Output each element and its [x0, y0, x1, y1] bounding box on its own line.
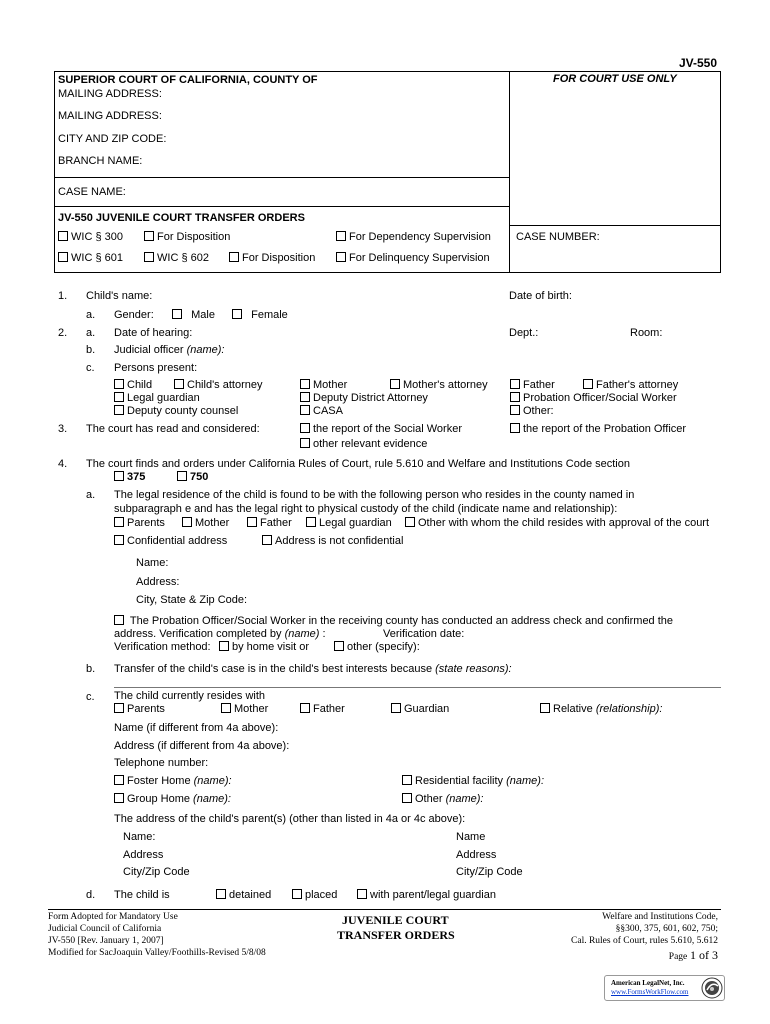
other-method-text: other (specify):	[347, 641, 420, 653]
best-interests-label	[114, 663, 512, 676]
item-4d-letter: d.	[86, 889, 96, 901]
residence-legal-guardian-checkbox[interactable]	[306, 517, 316, 527]
other-placement-name-hint: (name):	[445, 793, 484, 805]
header-left-border	[54, 71, 55, 273]
legalnet-badge[interactable]	[604, 975, 725, 1001]
present-casa-checkbox[interactable]	[300, 405, 310, 415]
present-child-checkbox[interactable]	[114, 379, 124, 389]
report-social-worker-checkbox[interactable]	[300, 423, 310, 433]
other-evidence-checkbox[interactable]	[300, 438, 310, 448]
group-home-option[interactable]	[114, 793, 231, 806]
address-if-different-label: Address (if different from 4a above):	[114, 740, 290, 752]
placed-option[interactable]	[292, 889, 337, 902]
residence-parents-text: Parents	[127, 517, 165, 529]
residential-facility-name-hint: (name):	[506, 775, 545, 787]
header-line-case-number	[509, 225, 721, 226]
home-visit-option[interactable]	[219, 641, 309, 654]
item-4-number: 4.	[58, 458, 68, 470]
residence-parents-option[interactable]	[114, 517, 165, 530]
section-375-checkbox[interactable]	[114, 471, 124, 481]
resides-father-option[interactable]	[300, 703, 345, 716]
item-2-number: 2.	[58, 327, 68, 339]
not-confidential-text: Address is not confidential	[275, 535, 404, 547]
present-deputy-county-counsel-text: Deputy county counsel	[127, 405, 239, 417]
confidential-address-option[interactable]	[114, 535, 227, 548]
judicial-officer-label	[114, 344, 224, 357]
for-disposition-checkbox[interactable]	[144, 231, 154, 241]
case-name-label: CASE NAME:	[58, 186, 126, 198]
wic300-checkbox[interactable]	[58, 231, 68, 241]
other-placement-checkbox[interactable]	[402, 793, 412, 803]
header-line-title	[54, 206, 509, 207]
date-of-hearing-label: Date of hearing:	[114, 327, 193, 339]
for-delinquency-checkbox[interactable]	[336, 252, 346, 262]
judicial-officer-name-hint: (name):	[186, 344, 225, 356]
male-text: Male	[191, 309, 215, 321]
residence-city-label: City, State & Zip Code:	[136, 594, 248, 606]
present-mother-option[interactable]	[300, 379, 347, 392]
parent2-cityzip-label: City/Zip Code	[456, 866, 523, 878]
female-checkbox[interactable]	[232, 309, 242, 319]
present-casa-option[interactable]	[300, 405, 343, 418]
header-right-border	[720, 71, 721, 273]
address-check-option[interactable]	[114, 615, 673, 628]
resides-mother-checkbox[interactable]	[221, 703, 231, 713]
footer-center-2: TRANSFER ORDERS	[337, 928, 455, 942]
footer-left-4: Modified for SacJoaquin Valley/Foothills-Revised 5/8/08	[48, 948, 266, 958]
group-home-checkbox[interactable]	[114, 793, 124, 803]
resides-parents-checkbox[interactable]	[114, 703, 124, 713]
page-of: 1 of 3	[690, 948, 718, 962]
resides-parents-text: Parents	[127, 703, 165, 715]
residence-parents-checkbox[interactable]	[114, 517, 124, 527]
wic602-checkbox[interactable]	[144, 252, 154, 262]
date-of-birth-label: Date of birth:	[509, 290, 572, 302]
item-4a-line1: The legal residence of the child is found to be with the following person who resides in the county named in	[114, 489, 635, 501]
item-4-intro: The court finds and orders under California Rules of Court, rule 5.610 and Welfare and Institutions Code section	[86, 458, 630, 470]
parent2-name-label: Name	[456, 831, 486, 843]
verification-completed-text: address. Verification completed by	[114, 628, 282, 640]
detained-option[interactable]	[216, 889, 271, 902]
wic601-option[interactable]	[58, 252, 123, 265]
item-4b-letter: b.	[86, 663, 96, 675]
judicial-officer-text: Judicial officer	[114, 344, 184, 356]
address-check-text: The Probation Officer/Social Worker in the receiving county has conducted an address check and confirmed the	[129, 615, 674, 627]
child-is-label: The child is	[114, 889, 170, 901]
case-number-label: CASE NUMBER:	[516, 231, 600, 243]
other-evidence-text: other relevant evidence	[313, 438, 428, 450]
present-legal-guardian-text: Legal guardian	[127, 392, 200, 404]
with-parent-option[interactable]	[357, 889, 496, 902]
present-other-option[interactable]	[510, 405, 554, 418]
not-confidential-checkbox[interactable]	[262, 535, 272, 545]
resides-father-text: Father	[313, 703, 345, 715]
best-interests-text: Transfer of the child's case is in the child's best interests because	[114, 663, 433, 675]
item-2c-letter: c.	[86, 362, 95, 374]
female-option[interactable]	[232, 309, 288, 322]
branch-name-label: BRANCH NAME:	[58, 155, 143, 167]
present-deputy-da-checkbox[interactable]	[300, 392, 310, 402]
other-placement-option[interactable]	[402, 793, 483, 806]
header-line-case-name	[54, 177, 509, 178]
resides-parents-option[interactable]	[114, 703, 165, 716]
verification-name-hint: (name)	[284, 628, 320, 640]
resides-father-checkbox[interactable]	[300, 703, 310, 713]
wic601-text: WIC § 601	[71, 252, 123, 264]
residential-facility-text: Residential facility	[415, 775, 504, 787]
present-mothers-attorney-checkbox[interactable]	[390, 379, 400, 389]
verification-date-label: Verification date:	[383, 628, 465, 640]
present-mothers-attorney-option[interactable]	[390, 379, 488, 392]
telephone-label: Telephone number:	[114, 757, 209, 769]
male-checkbox[interactable]	[172, 309, 182, 319]
address-check-checkbox[interactable]	[114, 615, 124, 625]
room-label: Room:	[630, 327, 663, 339]
section-750-checkbox[interactable]	[177, 471, 187, 481]
residence-other-option[interactable]	[405, 517, 709, 530]
report-probation-officer-checkbox[interactable]	[510, 423, 520, 433]
gender-label: Gender:	[114, 309, 154, 321]
detained-checkbox[interactable]	[216, 889, 226, 899]
residential-facility-option[interactable]	[402, 775, 544, 788]
legalnet-logo-icon	[701, 977, 723, 999]
other-method-checkbox[interactable]	[334, 641, 344, 651]
footer-center-1: JUVENILE COURT	[342, 913, 449, 927]
section-750-option[interactable]	[177, 471, 208, 484]
present-fathers-attorney-option[interactable]	[583, 379, 678, 392]
present-fathers-attorney-text: Father's attorney	[596, 379, 679, 391]
parent1-name-label: Name:	[123, 831, 156, 843]
footer-page-number	[600, 948, 718, 964]
verification-colon: :	[322, 628, 326, 640]
present-deputy-da-text: Deputy District Attorney	[313, 392, 428, 404]
item-2a-letter: a.	[86, 327, 96, 339]
resides-guardian-option[interactable]	[391, 703, 449, 716]
present-probation-officer-text: Probation Officer/Social Worker	[523, 392, 677, 404]
residence-father-checkbox[interactable]	[247, 517, 257, 527]
placed-checkbox[interactable]	[292, 889, 302, 899]
resides-relationship-hint: (relationship):	[595, 703, 663, 715]
resides-guardian-checkbox[interactable]	[391, 703, 401, 713]
for-disposition-2-text: For Disposition	[242, 252, 316, 264]
section-375-text: 375	[127, 471, 146, 483]
for-delinquency-text: For Delinquency Supervision	[349, 252, 490, 264]
report-social-worker-option[interactable]	[300, 423, 462, 436]
resides-relative-text: Relative	[553, 703, 593, 715]
present-deputy-county-counsel-checkbox[interactable]	[114, 405, 124, 415]
footer-left-1: Form Adopted for Mandatory Use	[48, 912, 178, 922]
for-dependency-checkbox[interactable]	[336, 231, 346, 241]
female-text: Female	[251, 309, 288, 321]
residence-mother-text: Mother	[195, 517, 230, 529]
present-mother-checkbox[interactable]	[300, 379, 310, 389]
court-use-label: FOR COURT USE ONLY	[553, 73, 677, 85]
male-option[interactable]	[172, 309, 215, 322]
group-home-name-hint: (name):	[193, 793, 231, 805]
city-zip-label: CITY AND ZIP CODE:	[58, 133, 167, 145]
other-method-option[interactable]	[334, 641, 420, 654]
footer-separator	[48, 909, 721, 910]
residence-legal-guardian-option[interactable]	[306, 517, 392, 530]
residence-other-checkbox[interactable]	[405, 517, 415, 527]
resides-mother-text: Mother	[234, 703, 269, 715]
wic300-option[interactable]	[58, 231, 123, 244]
for-disposition-text: For Disposition	[157, 231, 231, 243]
residence-mother-option[interactable]	[182, 517, 229, 530]
wic602-option[interactable]	[144, 252, 209, 265]
name-if-different-label: Name (if different from 4a above):	[114, 722, 279, 734]
parent1-cityzip-label: City/Zip Code	[123, 866, 190, 878]
present-father-text: Father	[523, 379, 555, 391]
form-id: JV-550	[679, 56, 718, 70]
residence-father-text: Father	[260, 517, 292, 529]
present-childs-attorney-option[interactable]	[174, 379, 262, 392]
for-disposition-option[interactable]	[144, 231, 230, 244]
resides-relative-option[interactable]	[540, 703, 662, 716]
item-3-number: 3.	[58, 423, 68, 435]
residence-mother-checkbox[interactable]	[182, 517, 192, 527]
report-social-worker-text: the report of the Social Worker	[313, 423, 462, 435]
for-disposition-2-checkbox[interactable]	[229, 252, 239, 262]
footer-right-2: §§300, 375, 601, 602, 750;	[615, 924, 718, 934]
header-top-border	[54, 71, 721, 72]
item-4a-line2: subparagraph e and has the legal right to physical custody of the child (indicate name and relationship):	[114, 503, 618, 515]
legalnet-name: American LegalNet, Inc.	[611, 979, 685, 987]
for-delinquency-option[interactable]	[336, 252, 490, 265]
currently-resides-label: The child currently resides with	[114, 690, 266, 702]
present-mothers-attorney-text: Mother's attorney	[403, 379, 488, 391]
page-word: Page	[668, 952, 688, 962]
for-disposition-2-option[interactable]	[229, 252, 315, 265]
mailing-address-label: MAILING ADDRESS:	[58, 88, 162, 100]
other-evidence-option[interactable]	[300, 438, 427, 451]
report-probation-officer-option[interactable]	[510, 423, 686, 436]
present-legal-guardian-checkbox[interactable]	[114, 392, 124, 402]
item-1-number: 1.	[58, 290, 68, 302]
present-deputy-county-counsel-option[interactable]	[114, 405, 238, 418]
present-fathers-attorney-checkbox[interactable]	[583, 379, 593, 389]
footer-left-2: Judicial Council of California	[48, 924, 162, 934]
residence-address-label: Address:	[136, 576, 180, 588]
residence-legal-guardian-text: Legal guardian	[319, 517, 392, 529]
verification-method-label: Verification method:	[114, 641, 211, 653]
resides-guardian-text: Guardian	[404, 703, 450, 715]
present-father-option[interactable]	[510, 379, 555, 392]
residence-other-text: Other with whom the child resides with approval of the court	[418, 517, 710, 529]
home-visit-text: by home visit or	[232, 641, 310, 653]
foster-home-checkbox[interactable]	[114, 775, 124, 785]
resides-mother-option[interactable]	[221, 703, 268, 716]
footer-right-3: Cal. Rules of Court, rules 5.610, 5.612	[571, 936, 718, 946]
placed-text: placed	[305, 889, 338, 901]
detained-text: detained	[229, 889, 272, 901]
foster-home-option[interactable]	[114, 775, 232, 788]
with-parent-checkbox[interactable]	[357, 889, 367, 899]
present-childs-attorney-text: Child's attorney	[187, 379, 263, 391]
present-childs-attorney-checkbox[interactable]	[174, 379, 184, 389]
for-dependency-option[interactable]	[336, 231, 491, 244]
present-deputy-da-option[interactable]	[300, 392, 428, 405]
confidential-address-text: Confidential address	[127, 535, 228, 547]
other-placement-text: Other	[415, 793, 443, 805]
foster-home-name-hint: (name):	[193, 775, 232, 787]
wic602-text: WIC § 602	[157, 252, 209, 264]
persons-present-label: Persons present:	[114, 362, 198, 374]
wic300-text: WIC § 300	[71, 231, 123, 243]
wic601-checkbox[interactable]	[58, 252, 68, 262]
footer-left-3: JV-550 [Rev. January 1, 2007]	[48, 936, 164, 946]
with-parent-text: with parent/legal guardian	[370, 889, 496, 901]
item-4c-separator	[114, 687, 721, 688]
present-mother-text: Mother	[313, 379, 348, 391]
court-name-label: SUPERIOR COURT OF CALIFORNIA, COUNTY OF	[58, 74, 318, 86]
item-1a-letter: a.	[86, 309, 96, 321]
present-father-checkbox[interactable]	[510, 379, 520, 389]
header-bottom-border	[54, 272, 721, 273]
residential-facility-checkbox[interactable]	[402, 775, 412, 785]
header-divider	[509, 71, 510, 273]
foster-home-text: Foster Home	[127, 775, 191, 787]
legalnet-link[interactable]: www.FormsWorkFlow.com	[611, 988, 689, 996]
for-dependency-text: For Dependency Supervision	[349, 231, 491, 243]
childs-name-label: Child's name:	[86, 290, 153, 302]
confidential-address-checkbox[interactable]	[114, 535, 124, 545]
present-probation-officer-checkbox[interactable]	[510, 392, 520, 402]
not-confidential-option[interactable]	[262, 535, 403, 548]
present-child-option[interactable]	[114, 379, 152, 392]
section-375-option[interactable]	[114, 471, 145, 484]
mailing-address-2-label: MAILING ADDRESS:	[58, 110, 162, 122]
state-reasons-hint: (state reasons):	[435, 663, 512, 675]
item-4c-letter: c.	[86, 691, 95, 703]
present-other-checkbox[interactable]	[510, 405, 520, 415]
residence-father-option[interactable]	[247, 517, 292, 530]
parent2-address-label: Address	[456, 849, 497, 861]
present-other-text: Other:	[523, 405, 554, 417]
present-legal-guardian-option[interactable]	[114, 392, 200, 405]
dept-label: Dept.:	[509, 327, 539, 339]
present-casa-text: CASA	[313, 405, 343, 417]
parent1-address-label: Address	[123, 849, 164, 861]
parents-address-label: The address of the child's parent(s) (other than listed in 4a or 4c above):	[114, 813, 466, 825]
item-2b-letter: b.	[86, 344, 96, 356]
section-750-text: 750	[190, 471, 209, 483]
present-child-text: Child	[127, 379, 153, 391]
home-visit-checkbox[interactable]	[219, 641, 229, 651]
footer-right-1: Welfare and Institutions Code,	[602, 912, 718, 922]
group-home-text: Group Home	[127, 793, 190, 805]
present-probation-officer-option[interactable]	[510, 392, 677, 405]
verification-completed-line	[114, 628, 326, 641]
item-4a-letter: a.	[86, 489, 96, 501]
read-considered-label: The court has read and considered:	[86, 423, 260, 435]
report-probation-officer-text: the report of the Probation Officer	[523, 423, 687, 435]
resides-relative-checkbox[interactable]	[540, 703, 550, 713]
residence-name-label: Name:	[136, 557, 169, 569]
form-title: JV-550 JUVENILE COURT TRANSFER ORDERS	[58, 212, 305, 224]
